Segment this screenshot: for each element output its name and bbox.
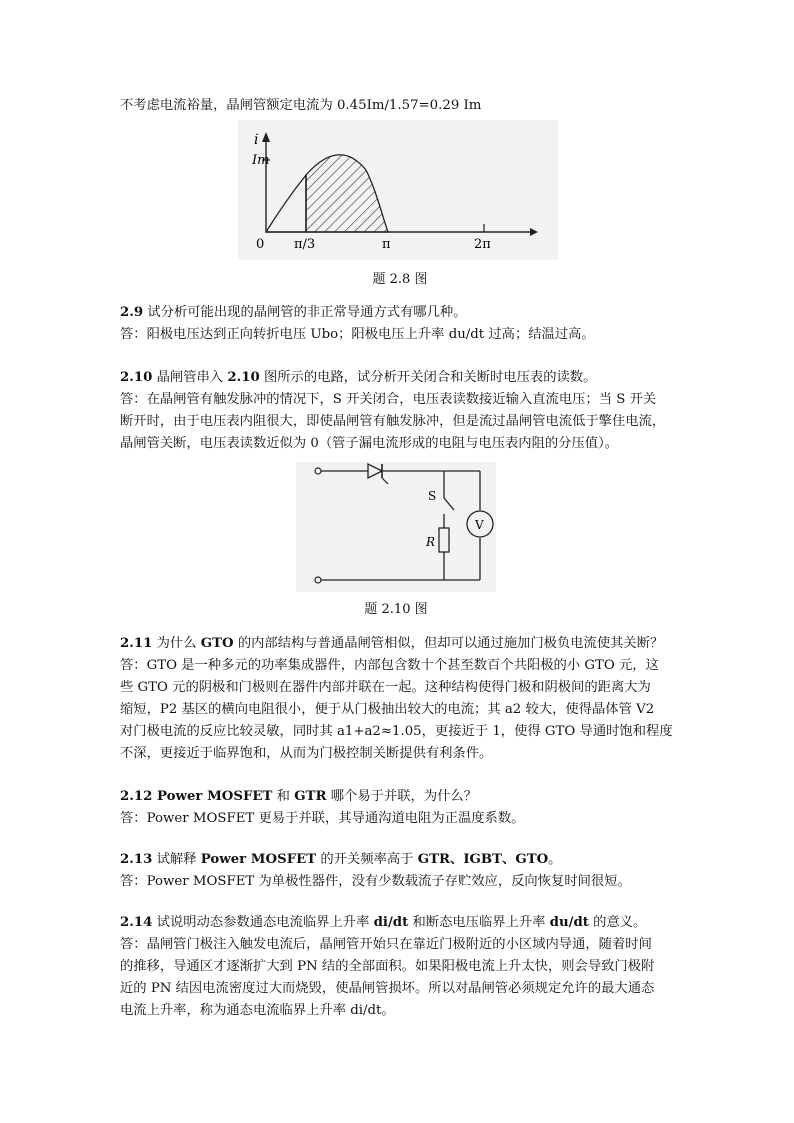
switch-blade bbox=[444, 498, 454, 510]
thyristor-circuit-diagram bbox=[296, 462, 496, 592]
answer-2-11-line-5: 不深，更接近于临界饱和，从而为门极控制关断提供有利条件。 bbox=[120, 746, 493, 761]
question-2-9: 2.9 试分析可能出现的晶闸管的非正常导通方式有哪几种。 bbox=[120, 305, 467, 320]
answer-2-14-line-3: 近的 PN 结因电流密度过大而烧毁，使晶闸管损坏。所以对晶闸管必须规定允许的最大通态 bbox=[120, 981, 655, 996]
y-axis-arrow bbox=[262, 132, 270, 142]
tick-label-pi: π bbox=[382, 237, 391, 252]
y-axis-label: i bbox=[254, 132, 259, 148]
tick-label-2pi: 2π bbox=[474, 237, 491, 252]
resistor-label: R bbox=[426, 535, 436, 549]
question-2-11: 2.11 为什么 GTO 的内部结构与普通晶闸管相似，但却可以通过施加门极负电流使其关断？ bbox=[120, 636, 664, 651]
resistor bbox=[439, 528, 449, 552]
answer-2-13: 答：Power MOSFET 为单极性器件，没有少数载流子存贮效应，反向恢复时间很短。 bbox=[120, 874, 631, 889]
answer-2-14-line-1: 答：晶闸管门极注入触发电流后，晶闸管开始只在靠近门极附近的小区域内导通，随着时间 bbox=[120, 937, 652, 952]
question-2-13: 2.13 试解释 Power MOSFET 的开关频率高于 GTR、IGBT、GTO。 bbox=[120, 852, 562, 867]
input-terminal-bottom bbox=[315, 577, 321, 583]
answer-2-10-line-3: 晶闸管关断，电压表读数近似为 0（管子漏电流形成的电阻与电压表内阻的分压值）。 bbox=[120, 436, 619, 451]
thyristor-symbol bbox=[368, 464, 382, 478]
voltmeter-label: V bbox=[475, 518, 484, 532]
conduction-area bbox=[306, 155, 388, 232]
figure-2-8-caption: 题 2.8 图 bbox=[372, 272, 428, 287]
switch-label: S bbox=[428, 489, 437, 503]
figure-2-10 bbox=[296, 462, 496, 592]
answer-2-9: 答：阳极电压达到正向转折电压 Ubo；阳极电压上升率 du/dt 过高；结温过高。 bbox=[120, 327, 595, 342]
current-waveform-diagram bbox=[238, 120, 558, 260]
thyristor-gate bbox=[382, 478, 388, 484]
origin-label: 0 bbox=[256, 237, 265, 252]
question-2-10: 2.10 晶闸管串入 2.10 图所示的电路，试分析开关闭合和关断时电压表的读数。 bbox=[120, 370, 597, 385]
intro-text: 不考虑电流裕量，晶闸管额定电流为 0.45Im/1.57=0.29 Im bbox=[120, 98, 482, 113]
answer-2-12: 答：Power MOSFET 更易于并联，其导通沟道电阻为正温度系数。 bbox=[120, 811, 525, 826]
tick-label-pi-3: π/3 bbox=[294, 237, 316, 252]
answer-2-10-line-1: 答：在晶闸管有触发脉冲的情况下，S 开关闭合，电压表读数接近输入直流电压；当 S 开关 bbox=[120, 392, 657, 407]
answer-2-11-line-2: 些 GTO 元的阴极和门极则在器件内部并联在一起。这种结构使得门极和阴极间的距离大为 bbox=[120, 680, 651, 695]
answer-2-14-line-2: 的推移，导通区才逐渐扩大到 PN 结的全部面积。如果阳极电流上升太快，则会导致门极附 bbox=[120, 959, 655, 974]
answer-2-11-line-3: 缩短，P2 基区的横向电阻很小，便于从门极抽出较大的电流；其 a2 较大，使得晶体管 V2 bbox=[120, 702, 655, 717]
figure-2-10-caption: 题 2.10 图 bbox=[364, 602, 428, 617]
question-2-12: 2.12 Power MOSFET 和 GTR 哪个易于并联，为什么？ bbox=[120, 789, 478, 804]
answer-2-11-line-1: 答：GTO 是一种多元的功率集成器件，内部包含数十个甚至数百个共阳极的小 GTO 元，这 bbox=[120, 658, 659, 673]
question-2-14: 2.14 试说明动态参数通态电流临界上升率 di/dt 和断态电压临界上升率 du/dt 的意义。 bbox=[120, 915, 647, 930]
answer-2-11-line-4: 对门极电流的反应比较灵敏，同时其 a1+a2≈1.05，更接近于 1，使得 GTO 导通时饱和程度 bbox=[120, 724, 673, 739]
input-terminal-top bbox=[315, 468, 321, 474]
answer-2-10-line-2: 断开时，由于电压表内阻很大，即使晶闸管有触发脉冲，但是流过晶闸管电流低于擎住电流， bbox=[120, 414, 666, 429]
x-axis-arrow bbox=[530, 228, 538, 236]
sine-rise bbox=[266, 175, 306, 232]
answer-2-14-line-4: 电流上升率，称为通态电流临界上升率 di/dt。 bbox=[120, 1003, 395, 1018]
peak-label: Im bbox=[252, 153, 270, 168]
figure-2-8 bbox=[238, 120, 558, 260]
